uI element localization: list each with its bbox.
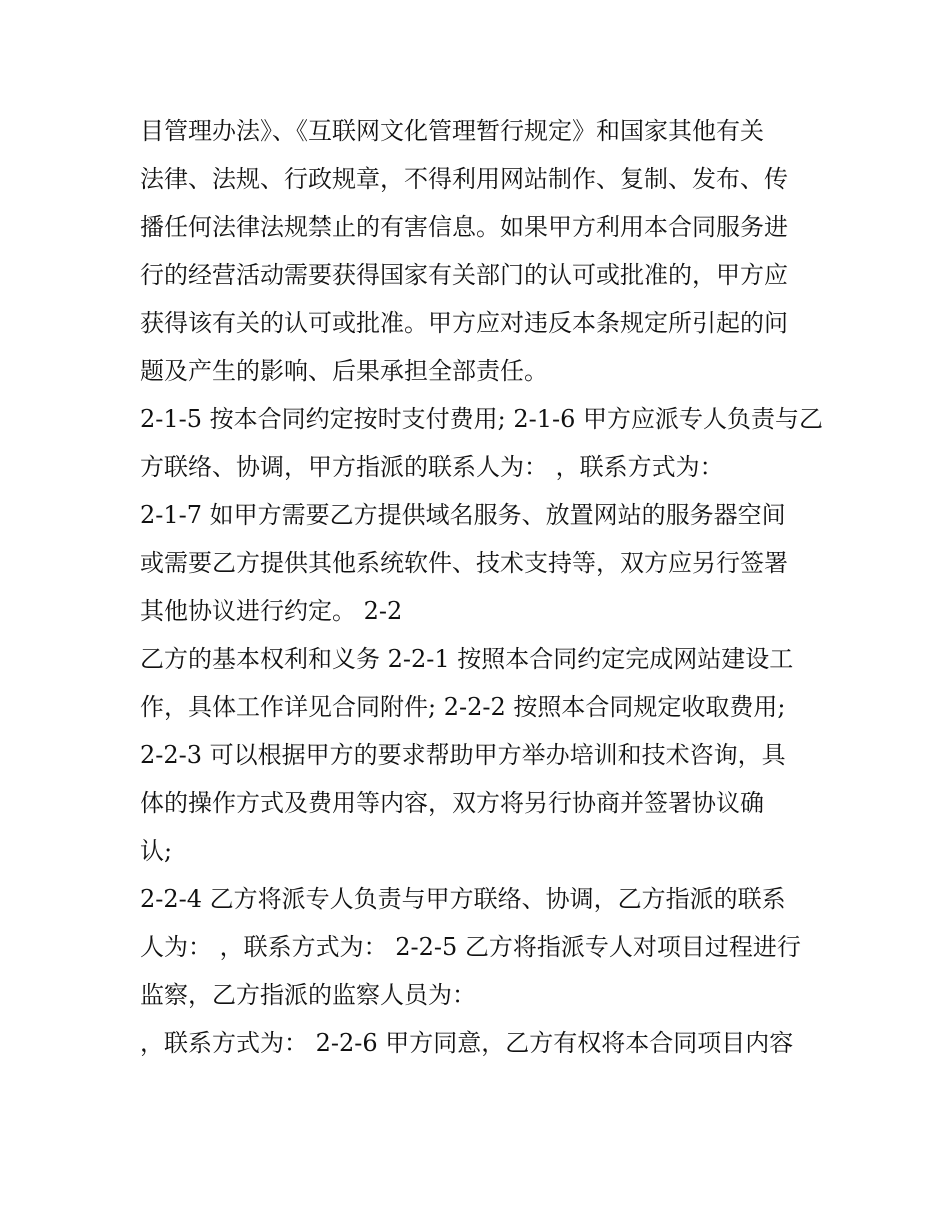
text-line: 其他协议进行约定。 2-2 [140, 597, 403, 625]
text-line: ，联系方式为： 2-2-6 甲方同意，乙方有权将本合同项目内容 [140, 1029, 794, 1057]
text-line: 法律、法规、行政规章，不得利用网站制作、复制、发布、传 [140, 165, 788, 193]
text-line: 监察，乙方指派的监察人员为： [140, 981, 476, 1009]
text-line: 人为： ，联系方式为： 2-2-5 乙方将指派专人对项目过程进行 [140, 933, 801, 961]
text-line: 行的经营活动需要获得国家有关部门的认可或批准的，甲方应 [140, 261, 788, 289]
document-body [140, 107, 824, 1067]
text-line: 获得该有关的认可或批准。甲方应对违反本条规定所引起的问 [140, 309, 788, 337]
text-line: 或需要乙方提供其他系统软件、技术支持等，双方应另行签署 [140, 549, 788, 577]
text-line: 2-1-5 按本合同约定按时支付费用; 2-1-6 甲方应派专人负责与乙 [140, 405, 824, 433]
text-line: 乙方的基本权利和义务 2-2-1 按照本合同约定完成网站建设工 [140, 645, 794, 673]
text-line: 2-1-7 如甲方需要乙方提供域名服务、放置网站的服务器空间 [140, 501, 786, 529]
text-line: 目管理办法》、《互联网文化管理暂行规定》和国家其他有关 [140, 117, 764, 145]
text-line: 2-2-3 可以根据甲方的要求帮助甲方举办培训和技术咨询，具 [140, 741, 786, 769]
text-line: 作，具体工作详见合同附件; 2-2-2 按照本合同规定收取费用; [140, 693, 786, 721]
text-line: 认; [140, 837, 173, 865]
text-line: 播任何法律法规禁止的有害信息。如果甲方利用本合同服务进 [140, 213, 788, 241]
text-line: 体的操作方式及费用等内容，双方将另行协商并签署协议确 [140, 789, 764, 817]
text-line: 题及产生的影响、后果承担全部责任。 [140, 357, 548, 385]
text-line: 2-2-4 乙方将派专人负责与甲方联络、协调，乙方指派的联系 [140, 885, 786, 913]
text-line: 方联络、协调，甲方指派的联系人为： ，联系方式为： [140, 453, 724, 481]
